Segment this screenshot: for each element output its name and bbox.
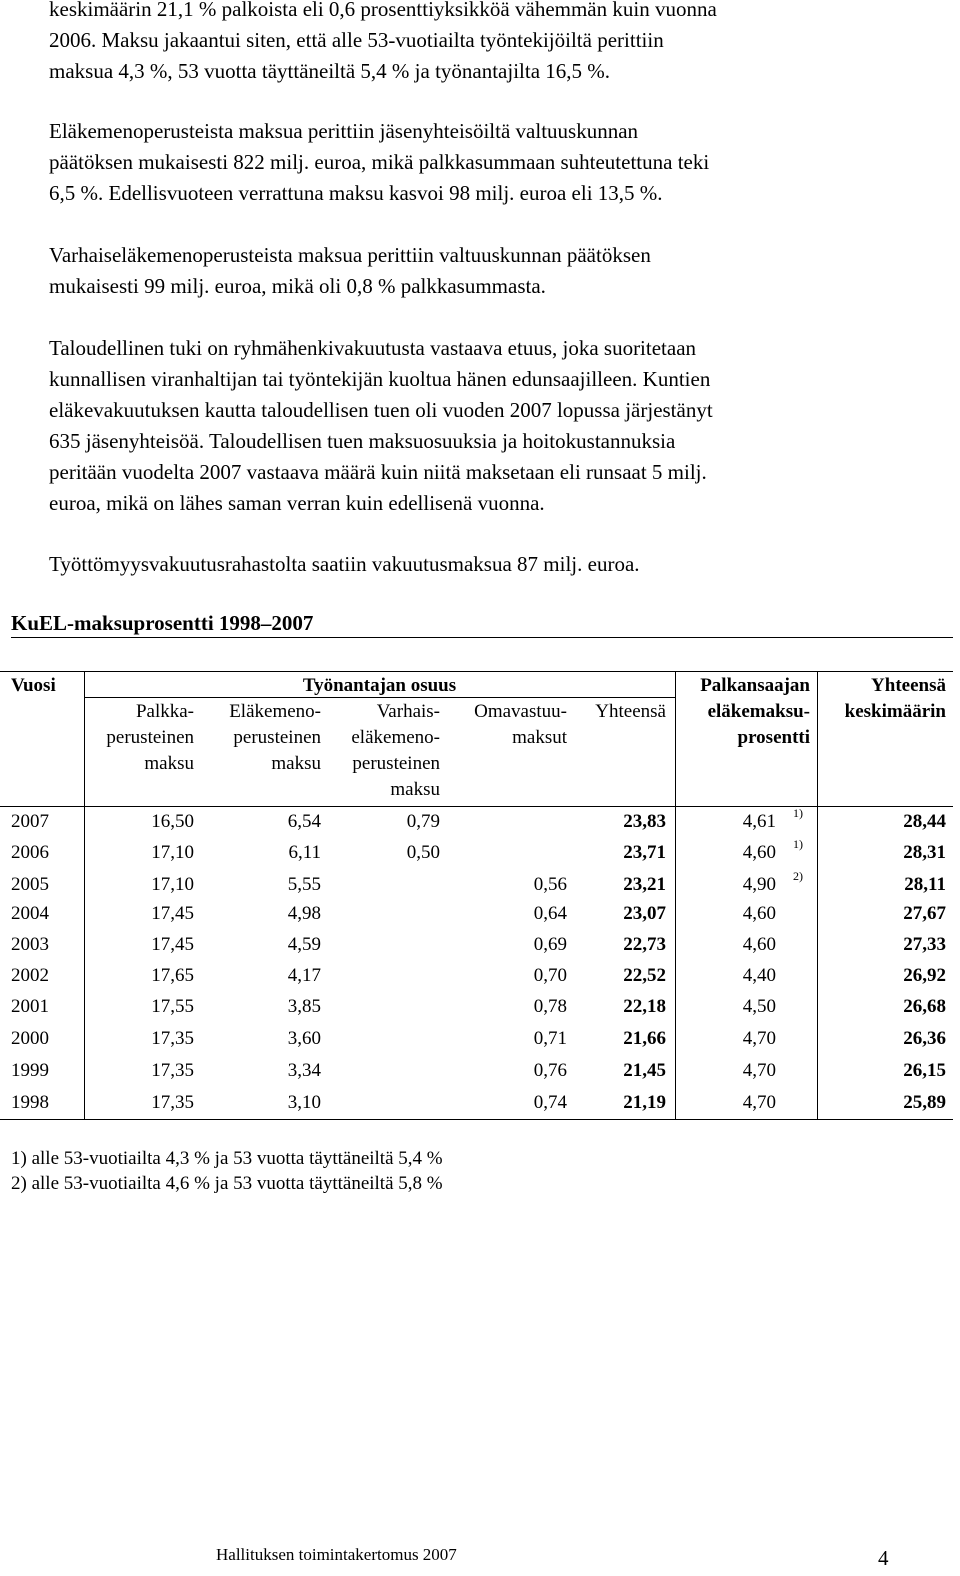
text-line: Taloudellinen tuki on ryhmähenkivakuutusta vastaava etuus, joka suoritetaan [49,336,697,360]
header-palkka: Palkka- [135,701,194,722]
text-line: Eläkemenoperusteista maksua perittiin jäsenyhteisöiltä valtuuskunnan [49,119,639,143]
cell-year: 2007 [11,811,49,832]
text-line: eläkevakuutuksen kautta taloudellisen tuen oli vuoden 2007 lopussa järjestänyt [49,398,713,422]
text-line: kunnallisen viranhaltijan tai työntekijän kuoltua hänen edunsaajilleen. Kuntien [49,367,711,391]
cell-yhteensa: 22,18 [623,996,666,1017]
cell-elakemeno: 4,98 [287,903,321,924]
cell-total: 28,11 [904,874,946,895]
header-employer-share: Työnantajan osuus [302,675,457,696]
cell-elakemeno: 4,59 [287,934,321,955]
cell-total: 25,89 [903,1092,946,1113]
cell-elakemeno: 3,60 [287,1028,321,1049]
header-palkansaajan: eläkemaksu- [707,701,810,722]
cell-yhteensa: 21,66 [623,1028,666,1049]
footnote-2: 2) alle 53-vuotiailta 4,6 % ja 53 vuotta täyttäneiltä 5,8 % [11,1173,443,1194]
cell-yhteensa: 21,45 [623,1060,666,1081]
cell-total: 28,31 [903,842,946,863]
cell-varhais: 0,79 [406,811,440,832]
cell-palkansaajan: 4,61 [742,811,776,832]
header-palkka: maksu [144,753,194,774]
cell-year: 2004 [11,903,49,924]
employer-group-rule [84,697,675,698]
footnote-1: 1) alle 53-vuotiailta 4,3 % ja 53 vuotta täyttäneiltä 5,4 % [11,1148,443,1169]
text-line: peritään vuodelta 2007 vastaava määrä kuin niitä maksetaan eli runsaat 5 milj. [49,460,707,484]
column-divider [675,672,676,1119]
cell-total: 27,67 [903,903,946,924]
cell-year: 2005 [11,874,49,895]
cell-omavastuu: 0,71 [533,1028,567,1049]
text-line: 635 jäsenyhteisöä. Taloudellisen tuen maksuosuuksia ja hoitokustannuksia [49,429,676,453]
paragraph-pension-expenditure [49,116,949,209]
cell-palkansaajan: 4,60 [742,903,776,924]
cell-yhteensa: 23,83 [623,811,666,832]
table-header-border [0,806,953,807]
text-line: maksua 4,3 %, 53 vuotta täyttäneiltä 5,4 % ja työnantajilta 16,5 %. [49,59,611,83]
cell-palkansaajan: 4,60 [742,934,776,955]
cell-elakemeno: 5,55 [287,874,321,895]
cell-omavastuu: 0,56 [533,874,567,895]
cell-palkka: 17,35 [151,1028,194,1049]
table-bottom-border [0,1119,953,1120]
cell-elakemeno: 3,85 [287,996,321,1017]
header-elakemeno: Eläkemeno- [229,701,321,722]
header-total: keskimäärin [844,701,946,722]
header-vuosi: Vuosi [11,675,56,696]
header-omavastuu: maksut [512,727,567,748]
cell-yhteensa: 22,73 [623,934,666,955]
header-elakemeno: maksu [271,753,321,774]
cell-yhteensa: 23,07 [623,903,666,924]
cell-palkka: 16,50 [151,811,194,832]
cell-elakemeno: 6,54 [287,811,321,832]
cell-palkansaajan: 4,70 [742,1092,776,1113]
text-line: päätöksen mukaisesti 822 milj. euroa, mikä palkkasummaan suhteutettuna teki [49,150,710,174]
cell-year: 2001 [11,996,49,1017]
cell-palkka: 17,10 [151,874,194,895]
cell-palkansaajan: 4,70 [742,1028,776,1049]
cell-omavastuu: 0,69 [533,934,567,955]
cell-total: 26,36 [903,1028,946,1049]
cell-year: 2000 [11,1028,49,1049]
text-line: 6,5 %. Edellisvuoteen verrattuna maksu kasvoi 98 milj. euroa eli 13,5 %. [49,181,663,205]
cell-footnote-marker: 2) [793,869,803,883]
paragraph-early-pension [49,240,949,302]
header-varhais: maksu [390,779,440,800]
header-yhteensa: Yhteensä [595,701,666,722]
cell-total: 26,92 [903,965,946,986]
cell-elakemeno: 3,34 [287,1060,321,1081]
footer-title: Hallituksen toimintakertomus 2007 [216,1545,457,1564]
cell-total: 26,15 [903,1060,946,1081]
cell-year: 1998 [11,1092,49,1113]
cell-palkansaajan: 4,40 [742,965,776,986]
text-line: mukaisesti 99 milj. euroa, mikä oli 0,8 % palkkasummasta. [49,274,546,298]
cell-varhais: 0,50 [406,842,440,863]
cell-yhteensa: 23,71 [623,842,666,863]
cell-palkansaajan: 4,70 [742,1060,776,1081]
cell-year: 2006 [11,842,49,863]
cell-year: 2002 [11,965,49,986]
text-line: Työttömyysvakuutusrahastolta saatiin vakuutusmaksua 87 milj. euroa. [49,552,640,576]
title-underline [11,637,953,638]
header-varhais: perusteinen [352,753,440,774]
header-omavastuu: Omavastuu- [474,701,567,722]
cell-palkka: 17,35 [151,1092,194,1113]
cell-year: 2003 [11,934,49,955]
header-total: Yhteensä [871,675,946,696]
cell-total: 26,68 [903,996,946,1017]
header-varhais: Varhais- [376,701,440,722]
cell-elakemeno: 3,10 [287,1092,321,1113]
cell-omavastuu: 0,64 [533,903,567,924]
cell-year: 1999 [11,1060,49,1081]
paragraph-financial-support [49,333,949,519]
header-elakemeno: perusteinen [233,727,321,748]
cell-footnote-marker: 1) [793,806,803,820]
text-line: Varhaiseläkemenoperusteista maksua perittiin valtuuskunnan päätöksen [49,243,651,267]
cell-yhteensa: 21,19 [623,1092,666,1113]
cell-elakemeno: 4,17 [287,965,321,986]
column-divider [817,672,818,1119]
cell-total: 28,44 [903,811,946,832]
cell-omavastuu: 0,70 [533,965,567,986]
table-top-border [0,671,953,672]
header-palkka: perusteinen [106,727,194,748]
page-number: 4 [878,1546,889,1570]
paragraph-contribution-split [49,0,949,87]
cell-palkansaajan: 4,60 [742,842,776,863]
cell-yhteensa: 22,52 [623,965,666,986]
cell-omavastuu: 0,76 [533,1060,567,1081]
paragraph-unemployment-fund [49,549,949,580]
text-line: 2006. Maksu jakaantui siten, että alle 53-vuotiailta työntekijöiltä perittiin [49,28,664,52]
cell-palkka: 17,65 [151,965,194,986]
cell-palkka: 17,45 [151,934,194,955]
cell-palkansaajan: 4,50 [742,996,776,1017]
cell-palkka: 17,55 [151,996,194,1017]
cell-omavastuu: 0,74 [533,1092,567,1113]
cell-palkka: 17,35 [151,1060,194,1081]
header-palkansaajan: Palkansaajan [700,675,810,696]
header-palkansaajan: prosentti [737,727,810,748]
cell-palkansaajan: 4,90 [742,874,776,895]
cell-omavastuu: 0,78 [533,996,567,1017]
cell-elakemeno: 6,11 [288,842,321,863]
cell-palkka: 17,45 [151,903,194,924]
cell-palkka: 17,10 [151,842,194,863]
cell-total: 27,33 [903,934,946,955]
text-line: euroa, mikä on lähes saman verran kuin edellisenä vuonna. [49,491,545,515]
text-line: keskimäärin 21,1 % palkoista eli 0,6 prosenttiyksikköä vähemmän kuin vuonna [49,0,717,21]
table-title: KuEL-maksuprosentti 1998–2007 [11,611,314,635]
cell-yhteensa: 23,21 [623,874,666,895]
header-varhais: eläkemeno- [351,727,440,748]
column-divider [84,672,85,1119]
cell-footnote-marker: 1) [793,837,803,851]
